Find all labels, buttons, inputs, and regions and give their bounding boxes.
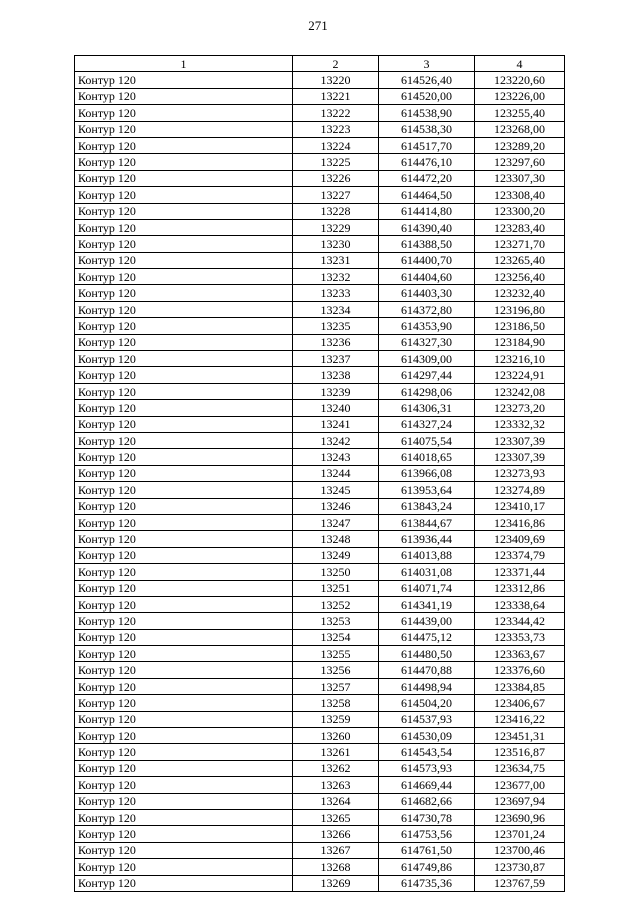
x-coordinate-cell: 614753,56 xyxy=(379,826,475,842)
table-row xyxy=(75,416,565,432)
point-number-cell: 13244 xyxy=(293,465,379,481)
table-row xyxy=(75,170,565,186)
table-row xyxy=(75,695,565,711)
table-row xyxy=(75,826,565,842)
table-row xyxy=(75,219,565,235)
x-coordinate-cell: 613843,24 xyxy=(379,498,475,514)
y-coordinate-cell: 123406,67 xyxy=(475,695,565,711)
point-number-cell: 13261 xyxy=(293,744,379,760)
contour-name-cell: Контур 120 xyxy=(75,596,293,612)
contour-name-cell: Контур 120 xyxy=(75,88,293,104)
table-row xyxy=(75,629,565,645)
x-coordinate-cell: 614341,19 xyxy=(379,596,475,612)
y-coordinate-cell: 123196,80 xyxy=(475,301,565,317)
x-coordinate-cell: 614472,20 xyxy=(379,170,475,186)
x-coordinate-cell: 614526,40 xyxy=(379,72,475,88)
contour-name-cell: Контур 120 xyxy=(75,875,293,891)
x-coordinate-cell: 614537,93 xyxy=(379,711,475,727)
contour-name-cell: Контур 120 xyxy=(75,383,293,399)
x-coordinate-cell: 614480,50 xyxy=(379,646,475,662)
contour-name-cell: Контур 120 xyxy=(75,613,293,629)
y-coordinate-cell: 123332,32 xyxy=(475,416,565,432)
contour-name-cell: Контур 120 xyxy=(75,646,293,662)
contour-name-cell: Контур 120 xyxy=(75,564,293,580)
point-number-cell: 13249 xyxy=(293,547,379,563)
x-coordinate-cell: 614404,60 xyxy=(379,269,475,285)
contour-name-cell: Контур 120 xyxy=(75,432,293,448)
contour-name-cell: Контур 120 xyxy=(75,842,293,858)
point-number-cell: 13223 xyxy=(293,121,379,137)
y-coordinate-cell: 123308,40 xyxy=(475,187,565,203)
column-header-2: 2 xyxy=(293,56,379,72)
contour-name-cell: Контур 120 xyxy=(75,285,293,301)
x-coordinate-cell: 614504,20 xyxy=(379,695,475,711)
table-row xyxy=(75,301,565,317)
y-coordinate-cell: 123730,87 xyxy=(475,859,565,875)
y-coordinate-cell: 123312,86 xyxy=(475,580,565,596)
x-coordinate-cell: 614071,74 xyxy=(379,580,475,596)
point-number-cell: 13259 xyxy=(293,711,379,727)
column-header-4: 4 xyxy=(475,56,565,72)
contour-name-cell: Контур 120 xyxy=(75,809,293,825)
table-row xyxy=(75,596,565,612)
x-coordinate-cell: 614327,30 xyxy=(379,334,475,350)
point-number-cell: 13254 xyxy=(293,629,379,645)
contour-name-cell: Контур 120 xyxy=(75,662,293,678)
y-coordinate-cell: 123416,86 xyxy=(475,514,565,530)
x-coordinate-cell: 614530,09 xyxy=(379,728,475,744)
x-coordinate-cell: 614013,88 xyxy=(379,547,475,563)
table-body xyxy=(75,72,565,892)
x-coordinate-cell: 614298,06 xyxy=(379,383,475,399)
contour-name-cell: Контур 120 xyxy=(75,105,293,121)
y-coordinate-cell: 123516,87 xyxy=(475,744,565,760)
y-coordinate-cell: 123283,40 xyxy=(475,219,565,235)
point-number-cell: 13236 xyxy=(293,334,379,350)
coordinates-table xyxy=(74,55,565,892)
table-row xyxy=(75,105,565,121)
y-coordinate-cell: 123371,44 xyxy=(475,564,565,580)
x-coordinate-cell: 614470,88 xyxy=(379,662,475,678)
y-coordinate-cell: 123700,46 xyxy=(475,842,565,858)
y-coordinate-cell: 123409,69 xyxy=(475,531,565,547)
y-coordinate-cell: 123242,08 xyxy=(475,383,565,399)
point-number-cell: 13241 xyxy=(293,416,379,432)
table-row xyxy=(75,187,565,203)
y-coordinate-cell: 123376,60 xyxy=(475,662,565,678)
x-coordinate-cell: 614538,90 xyxy=(379,105,475,121)
point-number-cell: 13247 xyxy=(293,514,379,530)
contour-name-cell: Контур 120 xyxy=(75,219,293,235)
table-row xyxy=(75,121,565,137)
y-coordinate-cell: 123634,75 xyxy=(475,760,565,776)
table-row xyxy=(75,646,565,662)
x-coordinate-cell: 614543,54 xyxy=(379,744,475,760)
point-number-cell: 13264 xyxy=(293,793,379,809)
contour-name-cell: Контур 120 xyxy=(75,154,293,170)
y-coordinate-cell: 123307,30 xyxy=(475,170,565,186)
x-coordinate-cell: 613953,64 xyxy=(379,482,475,498)
table-row xyxy=(75,547,565,563)
point-number-cell: 13243 xyxy=(293,449,379,465)
point-number-cell: 13248 xyxy=(293,531,379,547)
y-coordinate-cell: 123353,73 xyxy=(475,629,565,645)
x-coordinate-cell: 614390,40 xyxy=(379,219,475,235)
y-coordinate-cell: 123289,20 xyxy=(475,137,565,153)
point-number-cell: 13230 xyxy=(293,236,379,252)
point-number-cell: 13246 xyxy=(293,498,379,514)
contour-name-cell: Контур 120 xyxy=(75,514,293,530)
table-header-row xyxy=(75,56,565,72)
x-coordinate-cell: 614414,80 xyxy=(379,203,475,219)
contour-name-cell: Контур 120 xyxy=(75,531,293,547)
table-row xyxy=(75,662,565,678)
page-number: 271 xyxy=(308,18,328,33)
contour-name-cell: Контур 120 xyxy=(75,252,293,268)
table-row xyxy=(75,859,565,875)
contour-name-cell: Контур 120 xyxy=(75,859,293,875)
x-coordinate-cell: 613966,08 xyxy=(379,465,475,481)
y-coordinate-cell: 123363,67 xyxy=(475,646,565,662)
y-coordinate-cell: 123265,40 xyxy=(475,252,565,268)
contour-name-cell: Контур 120 xyxy=(75,269,293,285)
y-coordinate-cell: 123307,39 xyxy=(475,432,565,448)
y-coordinate-cell: 123677,00 xyxy=(475,777,565,793)
table-row xyxy=(75,760,565,776)
point-number-cell: 13228 xyxy=(293,203,379,219)
contour-name-cell: Контур 120 xyxy=(75,170,293,186)
point-number-cell: 13239 xyxy=(293,383,379,399)
x-coordinate-cell: 614498,94 xyxy=(379,678,475,694)
x-coordinate-cell: 614400,70 xyxy=(379,252,475,268)
y-coordinate-cell: 123256,40 xyxy=(475,269,565,285)
x-coordinate-cell: 614439,00 xyxy=(379,613,475,629)
table-row xyxy=(75,367,565,383)
table-row xyxy=(75,383,565,399)
point-number-cell: 13233 xyxy=(293,285,379,301)
contour-name-cell: Контур 120 xyxy=(75,301,293,317)
point-number-cell: 13240 xyxy=(293,400,379,416)
x-coordinate-cell: 614309,00 xyxy=(379,351,475,367)
point-number-cell: 13269 xyxy=(293,875,379,891)
y-coordinate-cell: 123224,91 xyxy=(475,367,565,383)
y-coordinate-cell: 123416,22 xyxy=(475,711,565,727)
x-coordinate-cell: 614520,00 xyxy=(379,88,475,104)
contour-name-cell: Контур 120 xyxy=(75,351,293,367)
contour-name-cell: Контур 120 xyxy=(75,711,293,727)
contour-name-cell: Контур 120 xyxy=(75,695,293,711)
x-coordinate-cell: 614403,30 xyxy=(379,285,475,301)
point-number-cell: 13220 xyxy=(293,72,379,88)
x-coordinate-cell: 614075,54 xyxy=(379,432,475,448)
contour-name-cell: Контур 120 xyxy=(75,334,293,350)
point-number-cell: 13252 xyxy=(293,596,379,612)
point-number-cell: 13262 xyxy=(293,760,379,776)
point-number-cell: 13250 xyxy=(293,564,379,580)
table-row xyxy=(75,580,565,596)
y-coordinate-cell: 123255,40 xyxy=(475,105,565,121)
x-coordinate-cell: 614388,50 xyxy=(379,236,475,252)
y-coordinate-cell: 123344,42 xyxy=(475,613,565,629)
point-number-cell: 13224 xyxy=(293,137,379,153)
point-number-cell: 13256 xyxy=(293,662,379,678)
y-coordinate-cell: 123274,89 xyxy=(475,482,565,498)
contour-name-cell: Контур 120 xyxy=(75,629,293,645)
contour-name-cell: Контур 120 xyxy=(75,744,293,760)
x-coordinate-cell: 614682,66 xyxy=(379,793,475,809)
table-row xyxy=(75,465,565,481)
point-number-cell: 13260 xyxy=(293,728,379,744)
y-coordinate-cell: 123226,00 xyxy=(475,88,565,104)
y-coordinate-cell: 123273,20 xyxy=(475,400,565,416)
y-coordinate-cell: 123216,10 xyxy=(475,351,565,367)
point-number-cell: 13242 xyxy=(293,432,379,448)
table-row xyxy=(75,318,565,334)
contour-name-cell: Контур 120 xyxy=(75,547,293,563)
contour-name-cell: Контур 120 xyxy=(75,203,293,219)
contour-name-cell: Контур 120 xyxy=(75,482,293,498)
x-coordinate-cell: 614353,90 xyxy=(379,318,475,334)
table-row xyxy=(75,793,565,809)
contour-name-cell: Контур 120 xyxy=(75,793,293,809)
contour-name-cell: Контур 120 xyxy=(75,72,293,88)
point-number-cell: 13232 xyxy=(293,269,379,285)
table-row xyxy=(75,678,565,694)
point-number-cell: 13231 xyxy=(293,252,379,268)
table-row xyxy=(75,252,565,268)
y-coordinate-cell: 123186,50 xyxy=(475,318,565,334)
x-coordinate-cell: 614464,50 xyxy=(379,187,475,203)
contour-name-cell: Контур 120 xyxy=(75,826,293,842)
table-row xyxy=(75,137,565,153)
point-number-cell: 13221 xyxy=(293,88,379,104)
table-row xyxy=(75,285,565,301)
y-coordinate-cell: 123697,94 xyxy=(475,793,565,809)
x-coordinate-cell: 614018,65 xyxy=(379,449,475,465)
contour-name-cell: Контур 120 xyxy=(75,137,293,153)
y-coordinate-cell: 123451,31 xyxy=(475,728,565,744)
y-coordinate-cell: 123701,24 xyxy=(475,826,565,842)
column-header-3: 3 xyxy=(379,56,475,72)
point-number-cell: 13234 xyxy=(293,301,379,317)
contour-name-cell: Контур 120 xyxy=(75,236,293,252)
table-row xyxy=(75,809,565,825)
table-row xyxy=(75,236,565,252)
y-coordinate-cell: 123410,17 xyxy=(475,498,565,514)
x-coordinate-cell: 614538,30 xyxy=(379,121,475,137)
point-number-cell: 13267 xyxy=(293,842,379,858)
table-row xyxy=(75,154,565,170)
point-number-cell: 13238 xyxy=(293,367,379,383)
point-number-cell: 13251 xyxy=(293,580,379,596)
point-number-cell: 13268 xyxy=(293,859,379,875)
contour-name-cell: Контур 120 xyxy=(75,121,293,137)
y-coordinate-cell: 123271,70 xyxy=(475,236,565,252)
point-number-cell: 13226 xyxy=(293,170,379,186)
table-row xyxy=(75,613,565,629)
point-number-cell: 13263 xyxy=(293,777,379,793)
contour-name-cell: Контур 120 xyxy=(75,449,293,465)
table-row xyxy=(75,498,565,514)
table-row xyxy=(75,564,565,580)
table-row xyxy=(75,400,565,416)
x-coordinate-cell: 614297,44 xyxy=(379,367,475,383)
point-number-cell: 13266 xyxy=(293,826,379,842)
point-number-cell: 13225 xyxy=(293,154,379,170)
table-row xyxy=(75,842,565,858)
x-coordinate-cell: 614031,08 xyxy=(379,564,475,580)
contour-name-cell: Контур 120 xyxy=(75,760,293,776)
table-row xyxy=(75,334,565,350)
contour-name-cell: Контур 120 xyxy=(75,465,293,481)
contour-name-cell: Контур 120 xyxy=(75,187,293,203)
y-coordinate-cell: 123273,93 xyxy=(475,465,565,481)
x-coordinate-cell: 613844,67 xyxy=(379,514,475,530)
x-coordinate-cell: 614306,31 xyxy=(379,400,475,416)
point-number-cell: 13258 xyxy=(293,695,379,711)
contour-name-cell: Контур 120 xyxy=(75,678,293,694)
y-coordinate-cell: 123767,59 xyxy=(475,875,565,891)
table-row xyxy=(75,203,565,219)
table-row xyxy=(75,449,565,465)
contour-name-cell: Контур 120 xyxy=(75,416,293,432)
x-coordinate-cell: 614730,78 xyxy=(379,809,475,825)
y-coordinate-cell: 123374,79 xyxy=(475,547,565,563)
x-coordinate-cell: 614327,24 xyxy=(379,416,475,432)
x-coordinate-cell: 614735,36 xyxy=(379,875,475,891)
table-row xyxy=(75,531,565,547)
y-coordinate-cell: 123268,00 xyxy=(475,121,565,137)
table-row xyxy=(75,744,565,760)
y-coordinate-cell: 123220,60 xyxy=(475,72,565,88)
point-number-cell: 13235 xyxy=(293,318,379,334)
table-row xyxy=(75,514,565,530)
table-row xyxy=(75,351,565,367)
table-row xyxy=(75,482,565,498)
point-number-cell: 13237 xyxy=(293,351,379,367)
y-coordinate-cell: 123232,40 xyxy=(475,285,565,301)
contour-name-cell: Контур 120 xyxy=(75,318,293,334)
table-row xyxy=(75,711,565,727)
table-row xyxy=(75,72,565,88)
point-number-cell: 13265 xyxy=(293,809,379,825)
y-coordinate-cell: 123184,90 xyxy=(475,334,565,350)
x-coordinate-cell: 614749,86 xyxy=(379,859,475,875)
contour-name-cell: Контур 120 xyxy=(75,498,293,514)
x-coordinate-cell: 614475,12 xyxy=(379,629,475,645)
contour-name-cell: Контур 120 xyxy=(75,400,293,416)
table-row xyxy=(75,88,565,104)
contour-name-cell: Контур 120 xyxy=(75,580,293,596)
y-coordinate-cell: 123338,64 xyxy=(475,596,565,612)
point-number-cell: 13229 xyxy=(293,219,379,235)
point-number-cell: 13257 xyxy=(293,678,379,694)
x-coordinate-cell: 614573,93 xyxy=(379,760,475,776)
table-row xyxy=(75,269,565,285)
x-coordinate-cell: 614669,44 xyxy=(379,777,475,793)
x-coordinate-cell: 613936,44 xyxy=(379,531,475,547)
column-header-1: 1 xyxy=(75,56,293,72)
table-row xyxy=(75,432,565,448)
point-number-cell: 13222 xyxy=(293,105,379,121)
y-coordinate-cell: 123307,39 xyxy=(475,449,565,465)
contour-name-cell: Контур 120 xyxy=(75,777,293,793)
x-coordinate-cell: 614476,10 xyxy=(379,154,475,170)
contour-name-cell: Контур 120 xyxy=(75,728,293,744)
point-number-cell: 13245 xyxy=(293,482,379,498)
contour-name-cell: Контур 120 xyxy=(75,367,293,383)
y-coordinate-cell: 123690,96 xyxy=(475,809,565,825)
x-coordinate-cell: 614517,70 xyxy=(379,137,475,153)
y-coordinate-cell: 123297,60 xyxy=(475,154,565,170)
table-row xyxy=(75,875,565,891)
x-coordinate-cell: 614372,80 xyxy=(379,301,475,317)
table-row xyxy=(75,728,565,744)
x-coordinate-cell: 614761,50 xyxy=(379,842,475,858)
point-number-cell: 13227 xyxy=(293,187,379,203)
y-coordinate-cell: 123300,20 xyxy=(475,203,565,219)
point-number-cell: 13253 xyxy=(293,613,379,629)
table-row xyxy=(75,777,565,793)
point-number-cell: 13255 xyxy=(293,646,379,662)
y-coordinate-cell: 123384,85 xyxy=(475,678,565,694)
